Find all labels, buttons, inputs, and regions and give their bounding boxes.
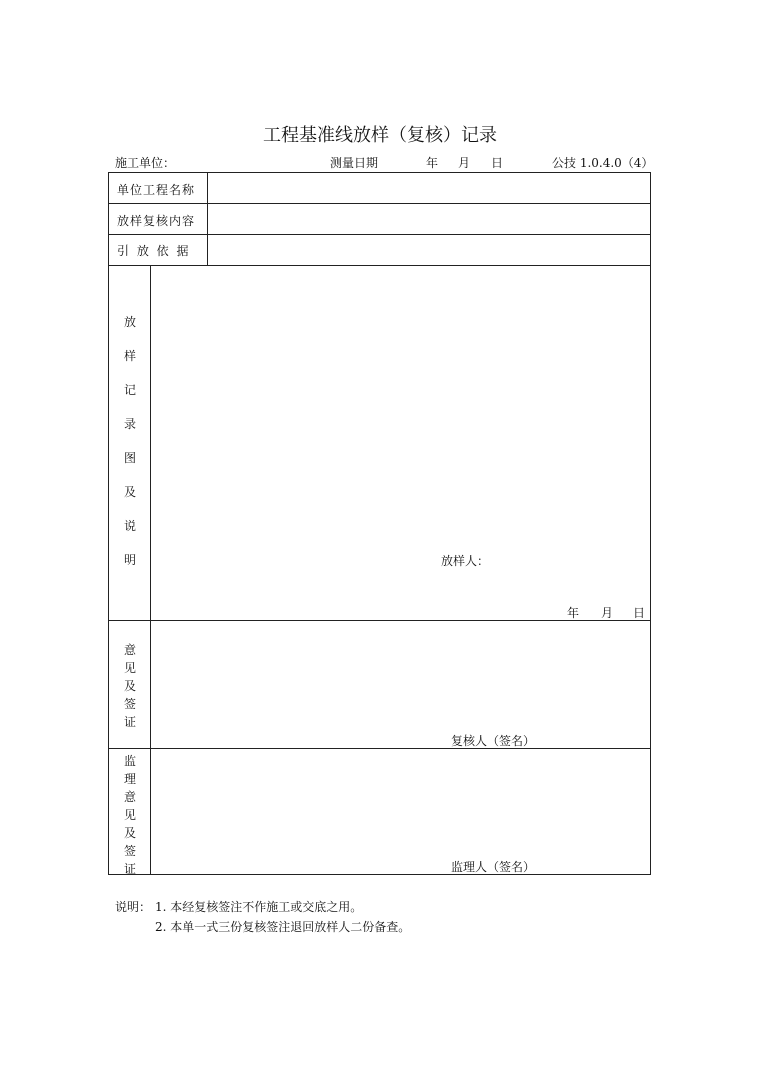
label-char: 放	[123, 315, 136, 329]
label-char: 录	[123, 417, 136, 431]
row-divider	[109, 748, 650, 749]
page-title: 工程基准线放样（复核）记录	[263, 125, 497, 146]
form-code: 公技 1.0.4.0（4）	[552, 156, 654, 170]
header-day-label: 日	[491, 156, 504, 170]
header-year-label: 年	[426, 156, 439, 170]
header-month-label: 月	[458, 156, 471, 170]
label-char: 意	[123, 643, 136, 657]
label-char: 及	[123, 679, 136, 693]
label-char: 及	[123, 485, 136, 499]
content-label: 放样复核内容	[117, 214, 196, 228]
project-name-label: 单位工程名称	[117, 183, 196, 197]
supervisor-signature-label: 监理人（签名）	[451, 860, 536, 874]
label-char: 签	[123, 697, 136, 711]
row-divider	[109, 203, 650, 204]
record-section-label	[109, 313, 151, 585]
label-char: 监	[123, 754, 136, 768]
record-form-table	[108, 172, 651, 875]
label-char: 图	[123, 451, 136, 465]
label-char: 见	[123, 661, 136, 675]
label-char: 签	[123, 844, 136, 858]
label-char: 记	[123, 383, 136, 397]
label-char: 证	[123, 862, 136, 876]
label-char: 样	[123, 349, 136, 363]
notes-prefix: 说明：	[115, 900, 152, 914]
note-line-1: 1. 本经复核签注不作施工或交底之用。	[155, 900, 363, 914]
row-divider	[109, 265, 650, 266]
construction-unit-label: 施工单位：	[115, 156, 176, 170]
label-char: 理	[123, 772, 136, 786]
column-divider	[207, 173, 208, 265]
row-divider	[109, 234, 650, 235]
basis-label: 引 放 依 据	[117, 244, 191, 258]
note-line-2: 2. 本单一式三份复核签注退回放样人二份备查。	[155, 920, 411, 934]
label-char: 明	[123, 553, 136, 567]
label-char: 证	[123, 715, 136, 729]
opinion-section-label	[109, 641, 151, 731]
survey-date-label: 测量日期	[330, 156, 379, 170]
label-char: 见	[123, 808, 136, 822]
supervision-section-label	[109, 752, 151, 878]
record-day-label: 日	[633, 606, 646, 620]
label-char: 及	[123, 826, 136, 840]
record-month-label: 月	[601, 606, 614, 620]
label-char: 说	[123, 519, 136, 533]
reviewer-signature-label: 复核人（签名）	[451, 734, 536, 748]
setout-signer-label: 放样人：	[441, 554, 490, 568]
record-year-label: 年	[567, 606, 580, 620]
label-char: 意	[123, 790, 136, 804]
